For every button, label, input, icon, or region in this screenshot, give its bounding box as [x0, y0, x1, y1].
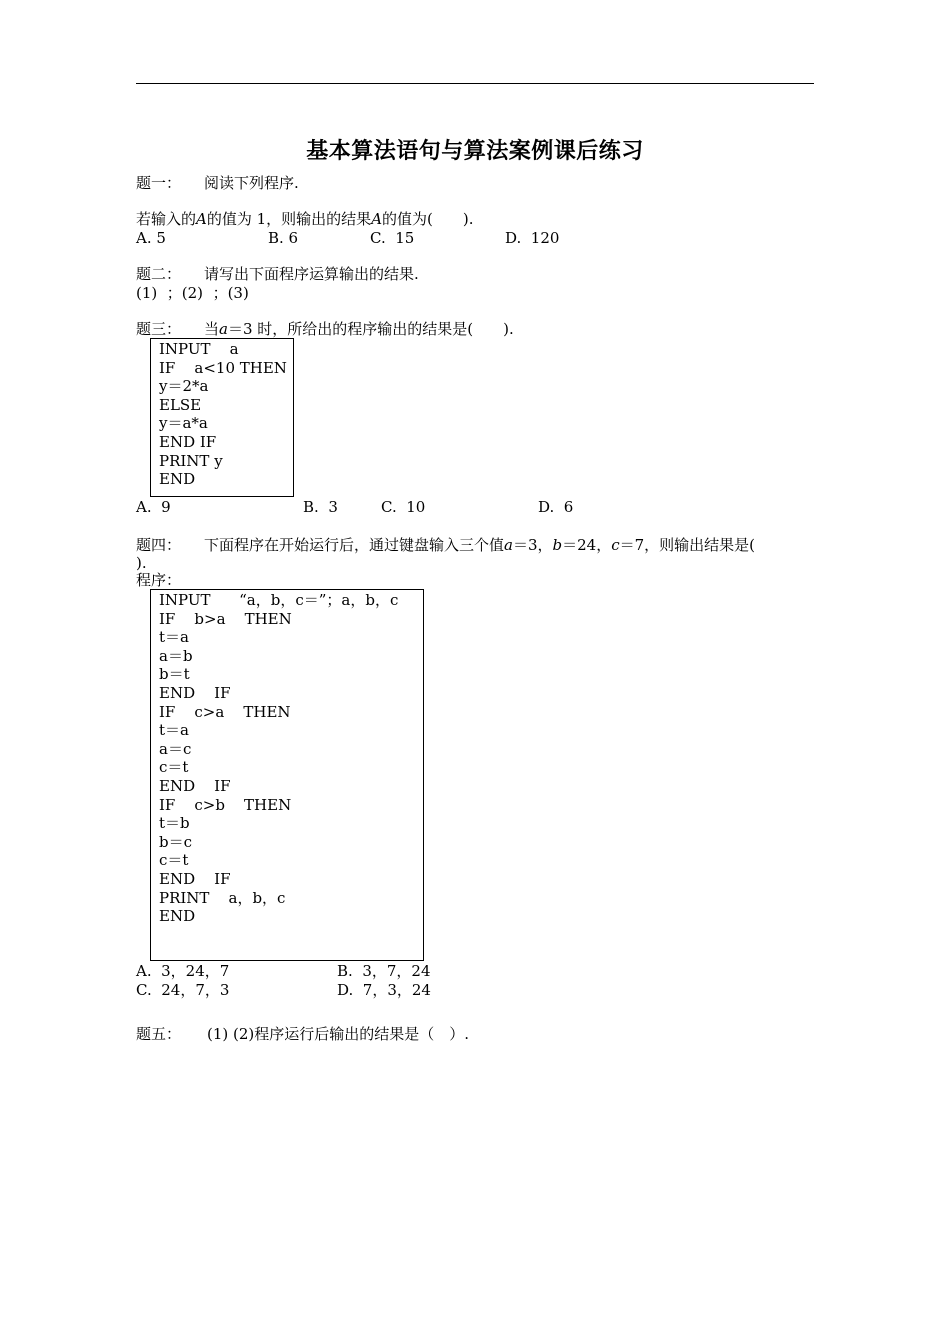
- q3-label: 题三：: [136, 320, 182, 338]
- q3-option-b: B. 3: [303, 498, 338, 516]
- q4-code-line: INPUT “a，b，c＝”；a，b，c: [159, 591, 399, 609]
- q4-code-line: IF c>a THEN: [159, 702, 291, 721]
- q4-option-b: B. 3，7，24: [337, 962, 431, 980]
- q4-code-line: b＝t: [159, 665, 190, 684]
- q5-heading: [136, 1025, 469, 1043]
- q1-prompt: 阅读下列程序.: [204, 174, 299, 192]
- q4-code-line: b＝c: [159, 832, 193, 851]
- q1-option-b: B. 6: [268, 229, 299, 247]
- q4-var-c: c: [611, 536, 620, 554]
- q1-option-c: C. 15: [370, 229, 415, 247]
- q4-code-line: PRINT a，b，c: [159, 888, 286, 907]
- q4-code-line: t＝b: [159, 814, 190, 833]
- q4-var-a: a: [504, 536, 513, 554]
- q4-code-line: END IF: [159, 776, 231, 795]
- q4-code-line: END IF: [159, 869, 231, 888]
- q4-label: 题四：: [136, 536, 182, 554]
- q4-code-line: IF c>b THEN: [159, 795, 292, 814]
- q3-prompt-pre: 当: [204, 320, 220, 338]
- q4-code-line: c＝t: [159, 851, 189, 870]
- q1-question: [136, 210, 474, 228]
- q3-var-a: a: [219, 320, 228, 338]
- q4-code-line: c＝t: [159, 758, 189, 777]
- q1-text-post: 的值为( ).: [382, 210, 474, 228]
- q2-prompt: 请写出下面程序运算输出的结果.: [204, 265, 419, 283]
- q2-heading: [136, 265, 419, 283]
- q4-option-d: D. 7，3，24: [337, 981, 431, 999]
- q4-program-label: 程序：: [136, 571, 182, 589]
- q4-code-line: t＝a: [159, 721, 189, 740]
- q4-code-box: [150, 589, 424, 961]
- q3-code-line: PRINT y: [159, 451, 223, 470]
- q2-label: 题二：: [136, 265, 182, 283]
- q5-label: 题五：: [136, 1025, 182, 1043]
- q3-code-box: [150, 338, 294, 497]
- q3-option-a: A. 9: [136, 498, 171, 516]
- q3-code-line: END IF: [159, 432, 217, 451]
- q3-heading: [136, 320, 514, 338]
- q4-code-line: END IF: [159, 683, 231, 702]
- q1-label: 题一：: [136, 174, 182, 192]
- q3-code-line: END: [159, 470, 196, 489]
- q1-text-mid: 的值为 1，则输出的结果: [206, 210, 372, 228]
- q4-prompt-continued: ).: [136, 554, 147, 572]
- q3-option-c: C. 10: [381, 498, 426, 516]
- q1-var-a-2: A: [371, 210, 383, 228]
- q4-option-c: C. 24，7，3: [136, 981, 230, 999]
- q4-var-b: b: [552, 536, 563, 554]
- q1-text-pre: 若输入的: [136, 210, 197, 228]
- q5-prompt: (1) (2)程序运行后输出的结果是（ ）.: [207, 1025, 470, 1043]
- q3-code-line: y＝a*a: [159, 414, 208, 433]
- q4-code-line: a＝b: [159, 646, 193, 665]
- q3-prompt-post: ＝3 时，所给出的程序输出的结果是( ).: [227, 320, 514, 338]
- q4-val-a: ＝3，: [512, 536, 553, 554]
- q3-code-line: ELSE: [159, 395, 202, 414]
- q1-option-a: A. 5: [136, 229, 166, 247]
- q1-option-d: D. 120: [505, 229, 560, 247]
- q4-option-a: A. 3，24，7: [136, 962, 230, 980]
- q4-code-line: END: [159, 907, 196, 926]
- q4-val-b: ＝24，: [562, 536, 612, 554]
- q2-subparts: (1) ；(2) ；(3): [136, 284, 249, 302]
- q3-code-line: INPUT a: [159, 340, 239, 358]
- q1-heading: [136, 174, 299, 192]
- q4-code-line: a＝c: [159, 739, 192, 758]
- q3-code-line: y＝2*a: [159, 377, 209, 396]
- page-title: 基本算法语句与算法案例课后练习: [306, 139, 644, 164]
- header-rule: [136, 83, 814, 84]
- q4-code-line: IF b>a THEN: [159, 609, 292, 628]
- q4-code-line: t＝a: [159, 628, 189, 647]
- q1-var-a: A: [196, 210, 207, 228]
- q4-val-c: ＝7，则输出结果是(: [619, 536, 756, 554]
- q4-heading: [136, 536, 755, 554]
- q3-option-d: D. 6: [538, 498, 574, 516]
- q4-prompt: 下面程序在开始运行后，通过键盘输入三个值: [204, 536, 505, 554]
- q3-code-line: IF a<10 THEN: [159, 358, 287, 377]
